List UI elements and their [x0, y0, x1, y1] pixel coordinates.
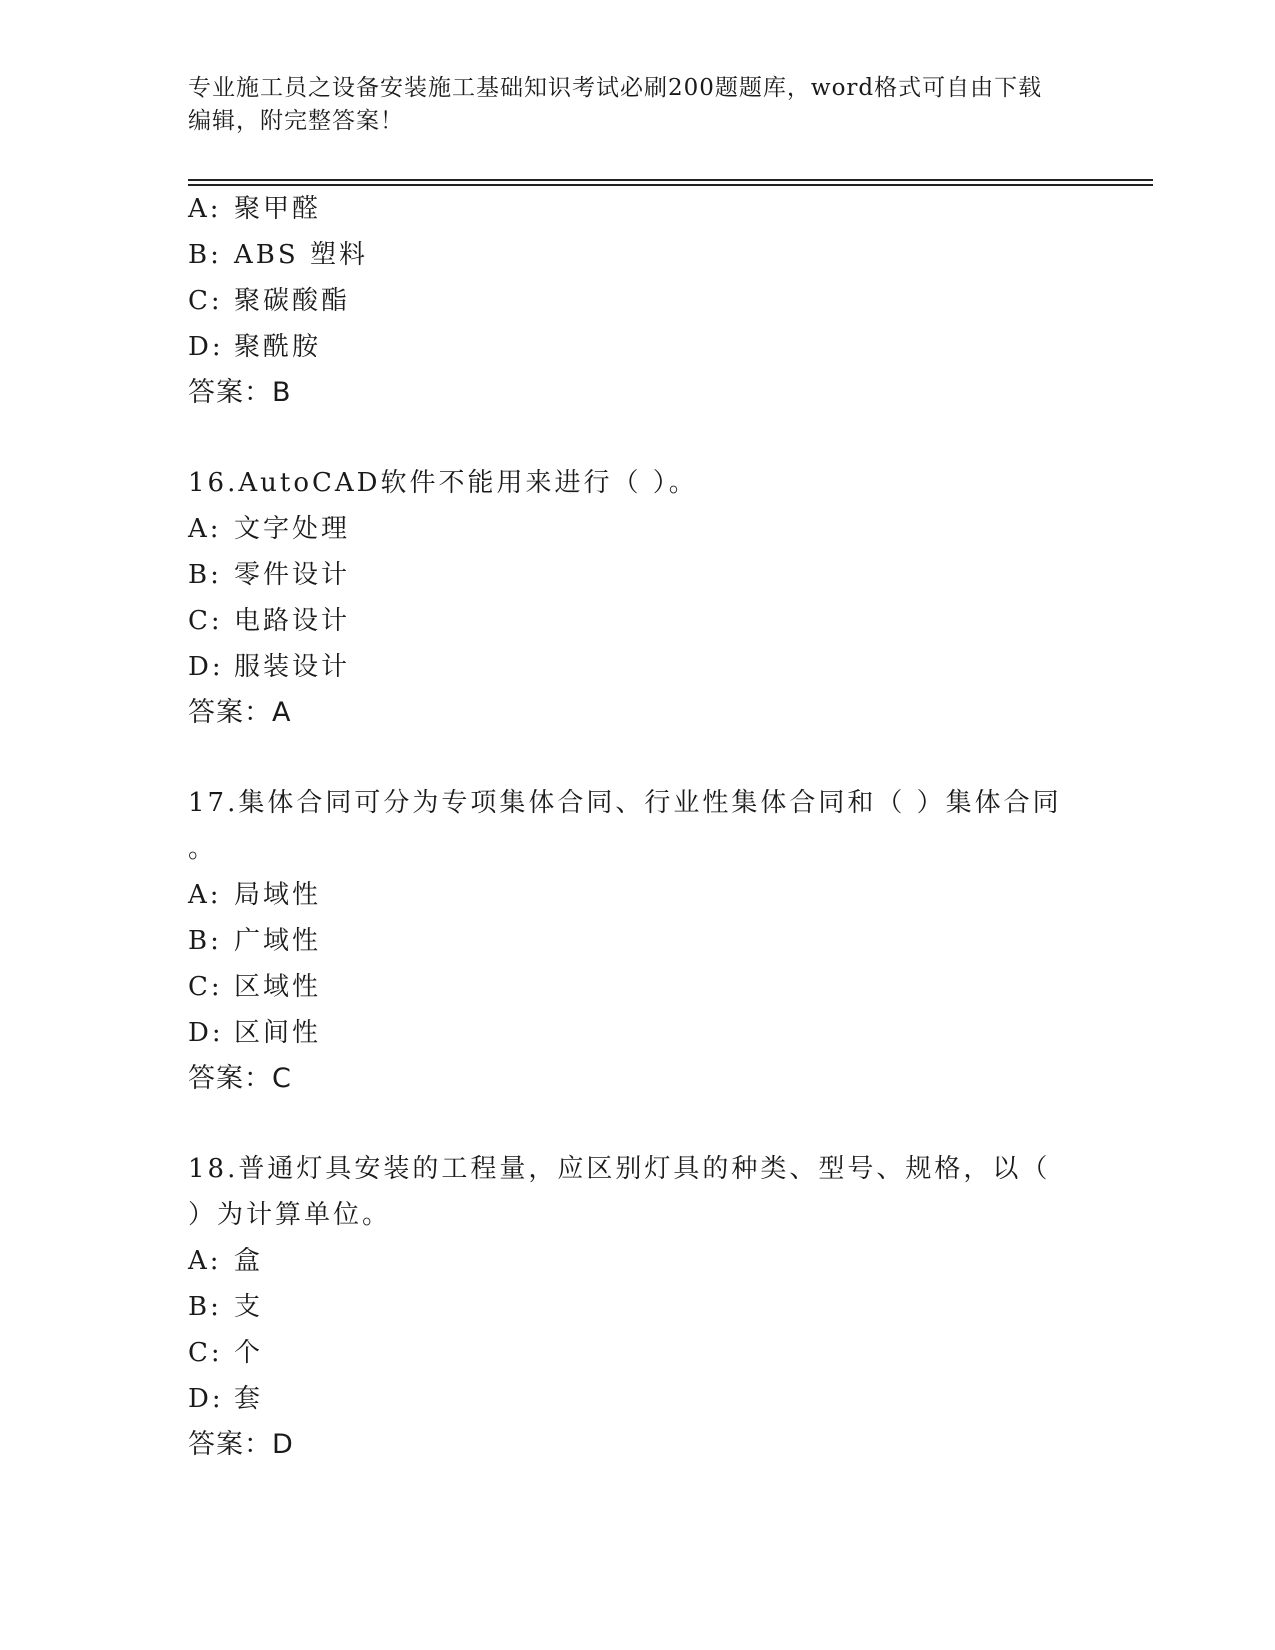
option-text: 广域性 [234, 926, 322, 956]
option-text: 零件设计 [234, 560, 351, 590]
option-text: 聚酰胺 [234, 332, 322, 362]
option-d [188, 1010, 1088, 1056]
answer-line: 答案：C [188, 1063, 292, 1094]
option-c [188, 598, 1088, 644]
option-c [188, 1330, 1088, 1376]
question-text: 18.普通灯具安装的工程量，应区别灯具的种类、型号、规格，以（ [188, 1154, 1051, 1184]
option-a [188, 186, 1088, 232]
question-list [188, 186, 1088, 1468]
option-letter: A: [188, 514, 222, 544]
option-letter: D: [188, 652, 224, 682]
answer-line: 答案：B [188, 377, 292, 408]
option-letter: D: [188, 332, 224, 362]
question-text-continued: 。 [188, 834, 218, 864]
question-17 [188, 780, 1088, 1102]
option-letter: C: [188, 286, 223, 316]
option-text: 套 [234, 1384, 264, 1414]
option-letter: C: [188, 972, 223, 1002]
option-text: 盒 [234, 1246, 264, 1276]
option-letter: B: [188, 926, 222, 956]
document-header [188, 72, 1088, 138]
option-b [188, 552, 1088, 598]
option-text: 个 [234, 1338, 264, 1368]
option-text: 局域性 [234, 880, 322, 910]
option-b [188, 918, 1088, 964]
option-letter: B: [188, 560, 222, 590]
option-letter: D: [188, 1018, 224, 1048]
question-text-continued: ）为计算单位。 [188, 1200, 392, 1230]
header-line-1: 专业施工员之设备安装施工基础知识考试必刷200题题库，word格式可自由下载 [188, 75, 1043, 101]
header-divider-top [188, 179, 1153, 181]
option-d [188, 644, 1088, 690]
option-text: 聚碳酸酯 [234, 286, 351, 316]
option-letter: A: [188, 1246, 222, 1276]
option-text: 文字处理 [234, 514, 351, 544]
question-16 [188, 460, 1088, 736]
option-letter: C: [188, 1338, 223, 1368]
question-18 [188, 1146, 1088, 1468]
option-letter: B: [188, 240, 222, 270]
option-text: 支 [234, 1292, 264, 1322]
option-text: 区间性 [234, 1018, 322, 1048]
option-c [188, 964, 1088, 1010]
option-b [188, 232, 1088, 278]
option-text: 聚甲醛 [234, 194, 322, 224]
header-line-2: 编辑，附完整答案！ [188, 108, 404, 134]
answer-line: 答案：A [188, 697, 292, 728]
question-text: 16.AutoCAD软件不能用来进行（ ）。 [188, 468, 698, 498]
option-text: ABS 塑料 [234, 240, 368, 270]
option-d [188, 324, 1088, 370]
option-text: 区域性 [234, 972, 322, 1002]
option-letter: C: [188, 606, 223, 636]
option-text: 电路设计 [234, 606, 351, 636]
option-letter: A: [188, 880, 222, 910]
option-a [188, 872, 1088, 918]
option-c [188, 278, 1088, 324]
option-b [188, 1284, 1088, 1330]
option-a [188, 1238, 1088, 1284]
option-letter: A: [188, 194, 222, 224]
option-d [188, 1376, 1088, 1422]
answer-line: 答案：D [188, 1429, 294, 1460]
question-15 [188, 186, 1088, 416]
option-text: 服装设计 [234, 652, 351, 682]
question-text: 17.集体合同可分为专项集体合同、行业性集体合同和（ ）集体合同 [188, 788, 1062, 818]
option-letter: B: [188, 1292, 222, 1322]
option-letter: D: [188, 1384, 224, 1414]
option-a [188, 506, 1088, 552]
